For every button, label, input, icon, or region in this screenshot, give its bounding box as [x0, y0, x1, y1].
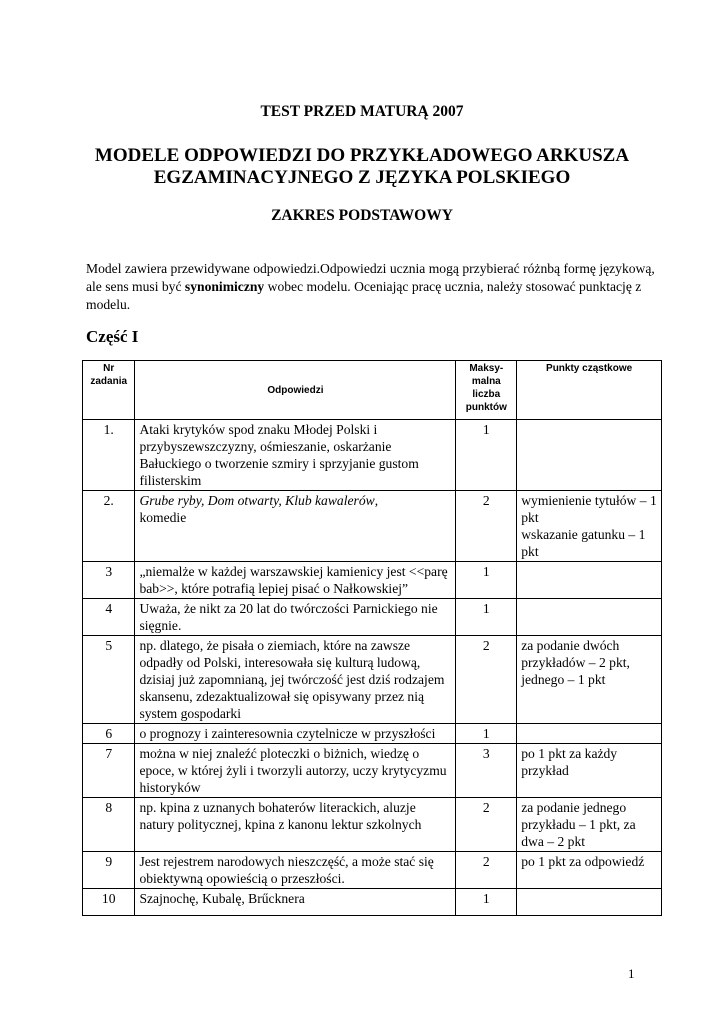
row-max-points: 1: [456, 420, 517, 491]
row-answer: Jest rejestrem narodowych nieszczęść, a może stać się obiektywną opowieścią o przeszłości.: [135, 852, 456, 889]
test-title: TEST PRZED MATURĄ 2007: [260, 103, 464, 120]
row-answer: Ataki krytyków spod znaku Młodej Polski i przybyszewszczyzny, ośmieszanie, oskarżanie Bałuckiego o tworzenie szmiry i sprzyjanie gustom filisterskim: [135, 420, 456, 491]
table-row: [83, 636, 662, 724]
row-answer: Uważa, że nikt za 20 lat do twórczości Parnickiego nie sięgnie.: [135, 599, 456, 636]
answers-table: [82, 360, 662, 916]
row-partial-points: [517, 562, 662, 599]
section-title: Część I: [86, 327, 139, 346]
header-partial-points: Punkty cząstkowe: [517, 361, 662, 420]
row-answer: o prognozy i zainteresownia czytelnicze w przyszłości: [135, 724, 456, 744]
row-answer: „niemalże w każdej warszawskiej kamienicy jest <<parę bab>>, które potrafią lepiej pisać o Nałkowskiej”: [135, 562, 456, 599]
row-max-points: 1: [456, 562, 517, 599]
row-number: 5: [83, 636, 135, 724]
row-answer-italic-titles: Grube ryby, Dom otwarty, Klub kawalerów: [139, 493, 375, 508]
row-number: 7: [83, 744, 135, 798]
table-row: [83, 599, 662, 636]
row-partial-points: po 1 pkt za odpowiedź: [517, 852, 662, 889]
row-max-points: 1: [456, 599, 517, 636]
row-number: 1.: [83, 420, 135, 491]
intro-bold-word: synonimiczny: [184, 279, 265, 294]
row-number: 2.: [83, 491, 135, 562]
row-max-points: 2: [456, 491, 517, 562]
row-answer: [135, 491, 456, 562]
page-number: 1: [628, 966, 635, 981]
row-answer: np. kpina z uznanych bohaterów literackich, aluzje natury politycznej, kpina z kanonu lektur szkolnych: [135, 798, 456, 852]
row-partial-points: [517, 599, 662, 636]
main-title-line-2: EGZAMINACYJNEGO Z JĘZYKA POLSKIEGO: [153, 167, 571, 188]
table-row: [83, 724, 662, 744]
header-answers: Odpowiedzi: [135, 361, 456, 420]
table-row: [83, 744, 662, 798]
row-number: 4: [83, 599, 135, 636]
table-row: [83, 420, 662, 491]
row-number: 10: [83, 889, 135, 916]
table-header-row: [83, 361, 662, 420]
row-number: 8: [83, 798, 135, 852]
scope-title: ZAKRES PODSTAWOWY: [271, 207, 453, 224]
row-number: 6: [83, 724, 135, 744]
table-row: [83, 852, 662, 889]
header-nr: Nr zadania: [83, 361, 135, 420]
row-partial-points: [517, 420, 662, 491]
row-partial-points: wymienienie tytułów – 1 pkt wskazanie gatunku – 1 pkt: [517, 491, 662, 562]
table-row: [83, 491, 662, 562]
row-max-points: 1: [456, 724, 517, 744]
intro-paragraph: [86, 260, 656, 314]
row-number: 9: [83, 852, 135, 889]
intro-text-part1: Model zawiera przewidywane odpowiedzi.Odpowiedzi ucznia mogą przybierać różnbą formę językową, ale sens musi być: [86, 261, 655, 294]
main-title: [40, 145, 684, 189]
header-max-points: Maksy-malna liczba punktów: [456, 361, 517, 420]
row-number: 3: [83, 562, 135, 599]
row-answer-rest: , komedie: [139, 493, 379, 525]
intro-text-part2: wobec modelu. Oceniając pracę ucznia, należy stosować punktację z modelu.: [86, 279, 642, 312]
row-max-points: 1: [456, 889, 517, 916]
row-partial-points: [517, 889, 662, 916]
table-row: [83, 889, 662, 916]
row-max-points: 2: [456, 852, 517, 889]
table-row: [83, 798, 662, 852]
row-partial-points: po 1 pkt za każdy przykład: [517, 744, 662, 798]
row-max-points: 2: [456, 636, 517, 724]
row-answer: można w niej znaleźć ploteczki o biżnich, wiedzę o epoce, w której żyli i tworzyli autorzy, uczy krytycyzmu historyków: [135, 744, 456, 798]
row-partial-points: za podanie jednego przykładu – 1 pkt, za dwa – 2 pkt: [517, 798, 662, 852]
main-title-line-1: MODELE ODPOWIEDZI DO PRZYKŁADOWEGO ARKUSZA: [94, 145, 630, 166]
row-answer: Szajnochę, Kubalę, Brűcknera: [135, 889, 456, 916]
row-max-points: 2: [456, 798, 517, 852]
row-partial-points: za podanie dwóch przykładów – 2 pkt, jednego – 1 pkt: [517, 636, 662, 724]
row-answer: np. dlatego, że pisała o ziemiach, które na zawsze odpadły od Polski, interesowała się kulturą ludową, dzisiaj już zapomnianą, jej twórczość jest dziś rodzajem skansenu, zdezaktualizował się opisywany przez nią system gospodarki: [135, 636, 456, 724]
row-partial-points: [517, 724, 662, 744]
table-row: [83, 562, 662, 599]
row-max-points: 3: [456, 744, 517, 798]
